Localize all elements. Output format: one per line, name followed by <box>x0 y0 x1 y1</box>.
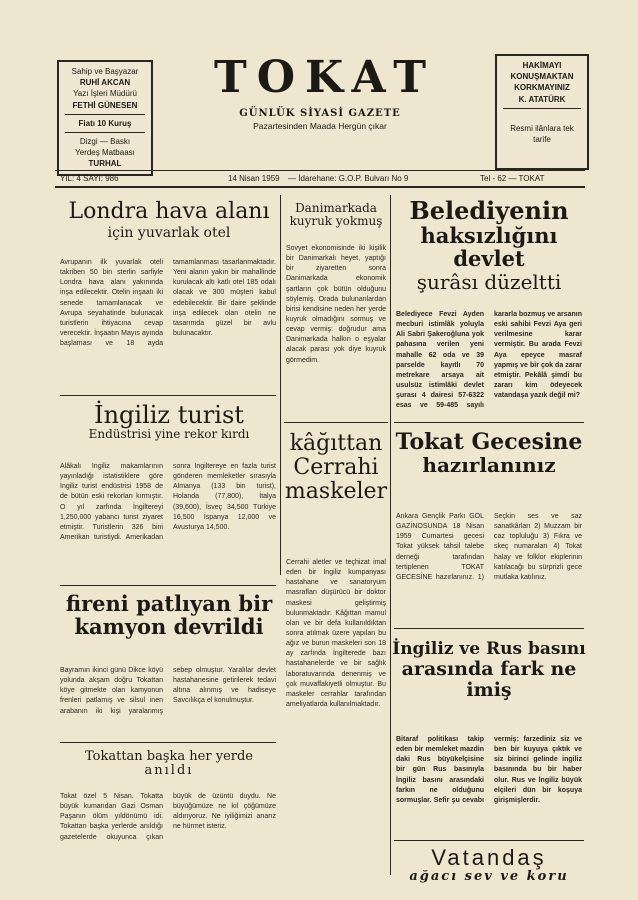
denmark-article-body: Sovyet ekonomisinde iki kişilik bir Danimarkalı heyet, yaptığı bir ziyaretten sonra Danimarkada ekonomik şartların çok bütün olduğunu söylemiş. Orada bulunanlardan birisi kendisine neden her yerde kuyruk olmadığını sormuş ve cevap vermiş: doğrudur ama Danimarkada halkın o eşyalar alacak parası yok diye kuyruk görmedim. <box>286 245 386 364</box>
tokat-night-headline <box>394 430 584 476</box>
tokat-night-headline-line2: hazırlanınız <box>422 453 556 478</box>
press-name: Yerdeş Matbaası <box>75 148 135 158</box>
press-headline-line3: imiş <box>466 678 512 701</box>
press-headline-line1: İngiliz ve Rus basını <box>392 639 586 659</box>
press-label: Dizgi — Baskı <box>79 136 131 146</box>
truck-headline-line1: fireni patlıyan bir <box>65 591 273 616</box>
surgical-headline-line3: maskeler <box>284 479 388 505</box>
london-headline-line2: için yuvarlak otel <box>107 225 231 242</box>
surgical-article-body: Cerrahi aletler ve teçhizat imal eden bir İngiliz kumpanyası hastahane ve sanatoryum masrafları düşürücü bir doktor maskesi geliştirmiş bulunmaktadır. Kâğıttan mamul olan ve bir defa kullanıldıktan sonra atılmak üzere yapılan bu ağız ve burun maskeleri son 18 ay zarfında İngilterede bazı hastahanelerde ve bir sağlık laboratuvarında denenmiş ve çok muvaffakiyetli olmuştur. Bu maskeler cerrahlar tarafından ameliyatlarda kullanılmaktadır. <box>286 559 386 708</box>
denmark-headline-line2: kuyruk yokmuş <box>289 214 383 229</box>
newspaper-subtitle: GÜNLÜK SİYASİ GAZETE <box>239 108 401 119</box>
press-city: TURHAL <box>88 159 122 169</box>
tokattan-headline-line1: Tokattan başka her yerde <box>84 749 253 764</box>
newspaper-title: TOKAT <box>213 52 436 103</box>
truck-article-body: Bayramın ikinci günü Dikce köyü yolunda akşam doğru Tokattan köye gitmekte olan kamyonun frenleri patlamış ve silsul inen arabanın iki kişi yaralanmış sebep olmuştur. Yaralılar devlet hastahanesine getirilerek tedavi altına alınmış ve hadiseye Savcılıkça el konulmuştur. <box>60 667 276 715</box>
office-address: — İdarehane: G.O.P. Bulvarı No 9 <box>288 174 409 183</box>
london-headline-line1: Londra hava alanı <box>68 199 270 224</box>
surgical-headline <box>284 432 388 505</box>
tourist-article-body: Alâkalı İngiliz makamlarının yayınladığı istatistiklere göre İngiliz turist endüstrisi 1958 de de bütün eski rekorları kırmıştır. O yıl zarfında İngiltereyi 1,250,000 yabancı turist ziyaret etmiştir. Turistlerin 326 bini Amerikan turistiydi. Amerikadan sonra İngiltereye en fazla turist gönderen memleketler sırasıyla Almanya (133 bin turist), Holanda (77,800), İtalya (39,600), İsveç 34,500 Türkiye 16,500 İspanya 12,000 ve Avusturya 14,500. <box>60 463 276 541</box>
tokattan-headline-line2: anıldı <box>144 763 194 779</box>
surgical-headline-line1: kâğıttan <box>289 431 383 456</box>
municipality-article-body: Belediyece Fevzi Ayden mecburi istimlâk yoluyla Ali Sabri Şakeroğluna yok pahasına verilen yeni mahalle 62 oda ve 39 parselde kayıtlı 70 metrekare arsaya ait usulsüz istimlâki devlet şurası 4 dairesi 57-6322 esas ve 59-485 sayılı kararla bozmuş ve arsanın eski sahibi Fevzi Aya geri verilmesine karar vermiştir. Bu arada Fevzi Aya epeyce masraf yapmış ve bir çok da zarar etmiştir. Pekâlâ şimdi bu zararı kim ödeyecek vatandaşa yazık değil mi? <box>396 311 582 410</box>
quote-line-2: KONUŞMAKTAN <box>510 72 574 82</box>
london-article-body: Avrupanın ilk yuvarlak oteli takriben 50 bin sterlin sarfiyle Londra hava alanı yakınında inşa edilecektir. Otelin inşaatı iki senede tamamlanacak ve Avrupa seyahatinde bulunacak turistlerin ihtiyacına cevap verecektir. İnşaatın Mayıs ayında başlaması ve 18 ayda tamamlanması tasarlanmaktadır. Yeni alanın yakın bir mahallinde kurulacak altı katlı otel 185 odalı olacak ve 300 müşteri kabul edebilecektir. Bir daire şeklinde inşa edilecek olan otelin ne tasarımda güzel bir avlu bulunacaktır. <box>60 259 276 348</box>
office-phone: Tel - 62 — TOKAT <box>480 174 545 183</box>
tourist-headline-line2: Endüstrisi yine rekor kırdı <box>88 427 250 442</box>
masthead-divider-bottom <box>55 186 585 188</box>
price: Fiatı 10 Kuruş <box>78 118 132 128</box>
tourist-headline-line1: İngiliz turist <box>94 401 244 429</box>
publisher-name: RUHİ AKCAN <box>79 78 131 88</box>
ad-tariff-note: Resmi ilânlara tek tarife <box>510 123 574 144</box>
press-headline-line2: arasında fark ne <box>401 657 577 680</box>
municipality-headline-line2: haksızlığını devlet <box>420 223 558 272</box>
denmark-headline <box>284 202 388 228</box>
issue-number: YIL: 4 SAYI: 986 <box>60 174 119 183</box>
column-rule-2 <box>390 195 391 875</box>
column-rule-1 <box>280 195 281 575</box>
london-headline <box>60 200 278 242</box>
issue-date: 14 Nisan 1959 <box>228 174 280 183</box>
publisher-label: Sahip ve Başyazar <box>71 67 139 76</box>
surgical-headline-line2: Cerrahi <box>293 455 379 481</box>
vatandas-headline-line2: ağacı sev ve koru <box>409 869 569 885</box>
tokattan-headline <box>60 750 278 779</box>
truck-headline-line2: kamyon devrildi <box>74 614 264 640</box>
ataturk-quote-box <box>495 54 589 170</box>
quote-line-1: HAKİMAYI <box>522 61 562 70</box>
vatandas-headline <box>394 846 584 884</box>
municipality-headline-line3: şurâsı düzeltti <box>416 269 562 294</box>
divider-london <box>60 395 276 396</box>
masthead-divider-top <box>55 170 585 171</box>
divider-denmark <box>284 422 388 423</box>
tourist-headline <box>60 402 278 442</box>
divider-press <box>394 840 584 841</box>
tokat-night-article-body: Ankara Gençlik Parkı GÖL GAZİNOSUNDA 18 Nisan 1959 Cumartesi gecesi Tokat yüksek tahsil talebe derneği tarafından tertiplenen TOKAT GECESİNE hazırlanınız. 1) Seçkin ses ve saz sanatkârları 2) Muzzam bir caz topluluğu 3) Fıkra ve skeç numaraları 4) Tokat halay ve folklor ekiplerinin katılacağı bu sürprizli gece mutlaka katılınız. <box>396 513 582 581</box>
press-headline <box>392 640 586 700</box>
divider-tokat-night <box>394 628 584 629</box>
editor-label: Yazı İşleri Müdürü <box>73 89 137 99</box>
vatandas-headline-line1: Vatandaş <box>431 845 547 870</box>
tokat-night-headline-line1: Tokat Gecesine <box>395 429 583 455</box>
divider-tourist <box>60 585 276 586</box>
truck-headline <box>60 592 278 638</box>
municipality-headline-line1: Belediyenin <box>409 196 569 225</box>
divider-municipality <box>394 422 584 423</box>
municipality-headline <box>394 198 584 293</box>
denmark-headline-line1: Danimarkada <box>295 201 377 215</box>
publisher-info-box <box>57 60 153 176</box>
newspaper-tagline: Pazartesinden Maada Hergün çıkar <box>253 121 387 131</box>
divider-truck <box>60 742 276 743</box>
quote-line-3: KORKMAYINIZ <box>514 83 570 93</box>
tokattan-article-body: Tokat özel 5 Nisan. Tokatta büyük kumandan Gazi Osman Paşanın ölüm yıldönümü idi. Tokattan başka yerlerde anıldığı gazetelerde okuyunca çıkan büyük de üzüntü duydu. Ne büyüğümüze ne kıl çöğümüze aldırıyoruz. Ne iyiliğimizi anarız ne hürmet isteriz. <box>60 793 276 841</box>
quote-author: K. ATATÜRK <box>518 94 566 104</box>
press-article-body: Bitaraf politikası takip eden bir memleket mazdin daki Rus büyükelçisine bir gün Rus basınıyla İngiliz basını arasındaki farkın ne olduğunu sormuşlar. Sefir şu cevabı vermiş: farzediniz siz ve ben bir kuyuya çıktık ve siz birinci gelinde ingiliz basınında bu bir haber olur. Rus ve İngiliz büyük elçileri dün bir koşuya girişmişlerdir. <box>396 736 582 804</box>
editor-name: FETHİ GÜNESEN <box>72 100 138 110</box>
